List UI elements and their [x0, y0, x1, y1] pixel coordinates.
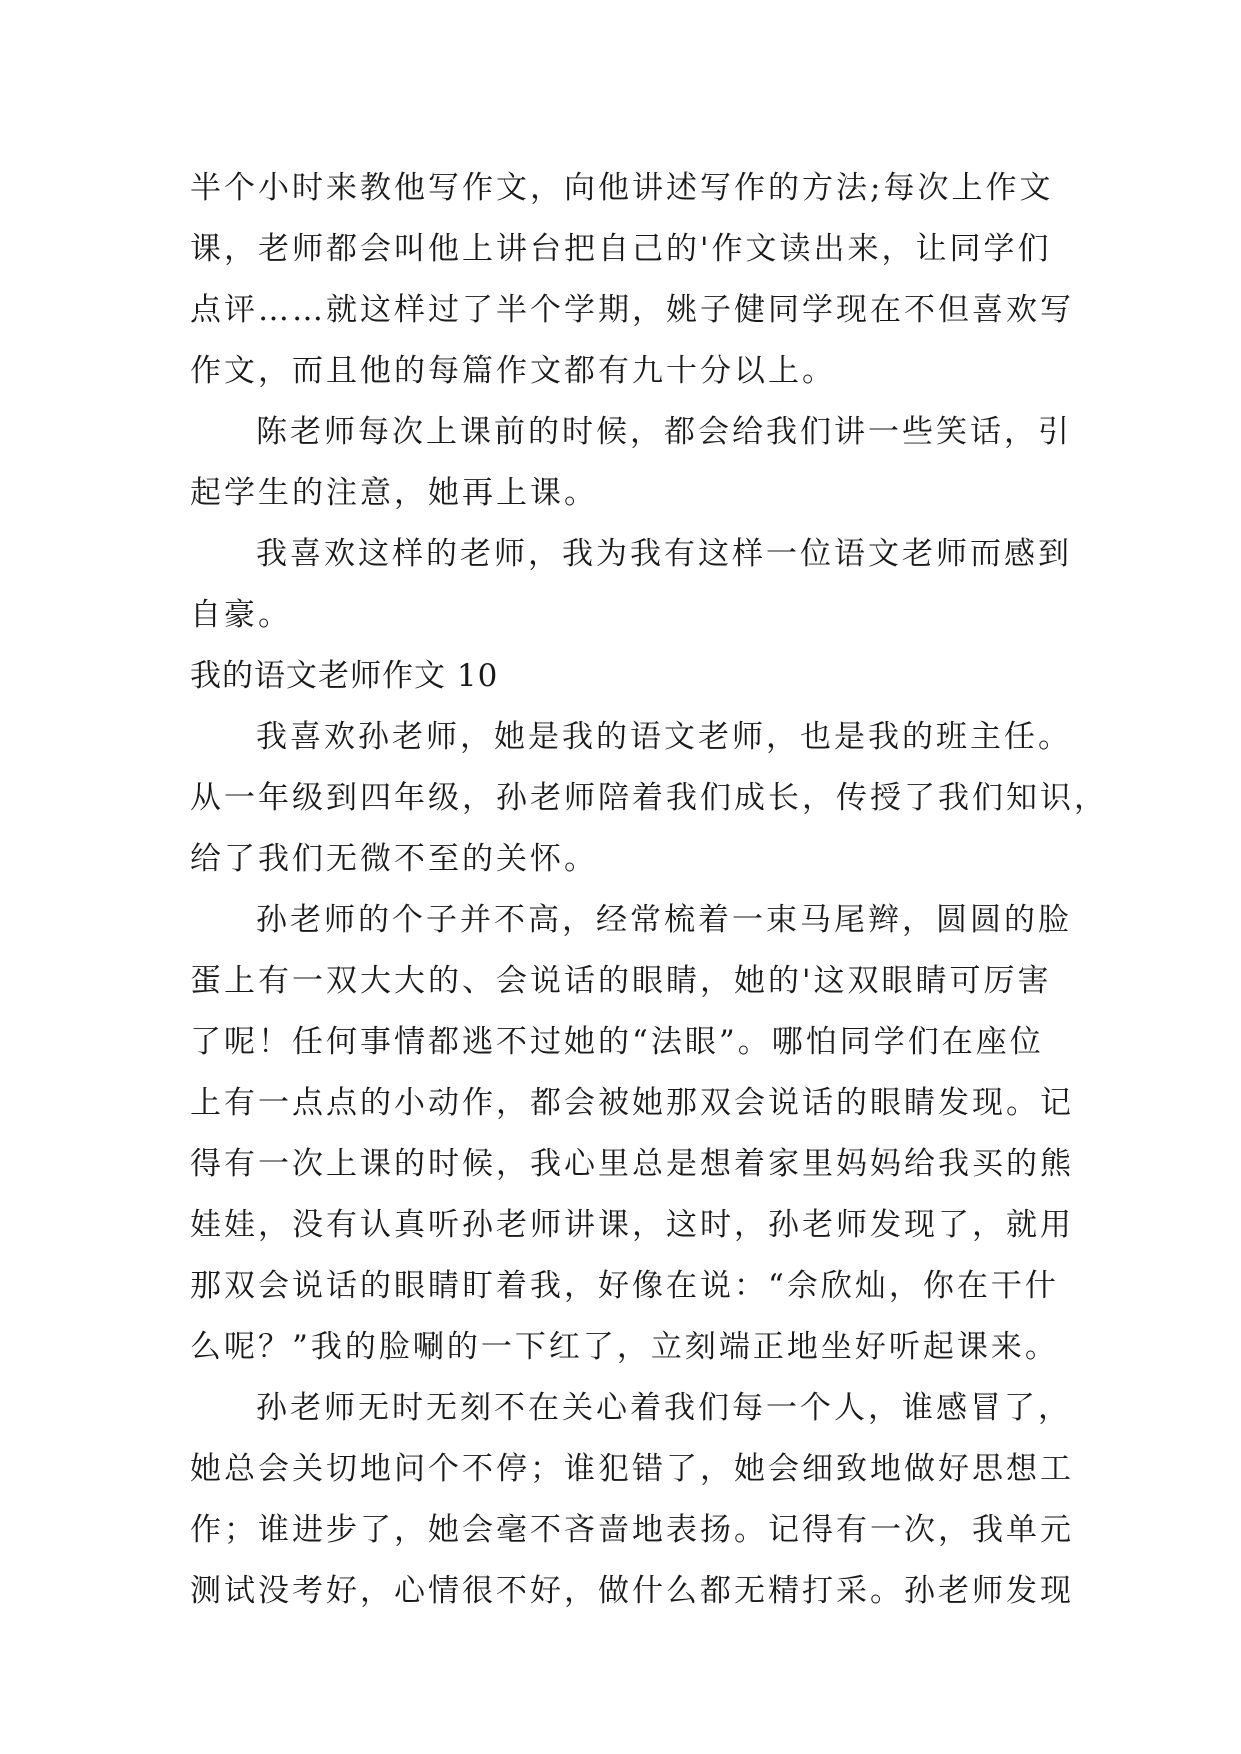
text-line: 作；谁进步了，她会毫不吝啬地表扬。记得有一次，我单元 [190, 1512, 1074, 1548]
text-line: 课，老师都会叫他上讲台把自己的'作文读出来，让同学们 [190, 231, 1052, 267]
text-line: 了呢！任何事情都逃不过她的“法眼”。哪怕同学们在座位 [190, 1024, 1044, 1060]
paragraph-first-line: 我喜欢孙老师，她是我的语文老师，也是我的班主任。 [256, 719, 1072, 755]
text-line: 起学生的注意，她再上课。 [190, 475, 598, 511]
paragraph-first-line: 孙老师的个子并不高，经常梳着一束马尾辫，圆圆的脸 [256, 902, 1072, 938]
text-line: 从一年级到四年级，孙老师陪着我们成长，传授了我们知识， [190, 780, 1108, 816]
text-line: 半个小时来教他写作文，向他讲述写作的方法;每次上作文 [190, 170, 1054, 206]
text-line: 测试没考好，心情很不好，做什么都无精打采。孙老师发现 [190, 1573, 1074, 1609]
text-line: 那双会说话的眼睛盯着我，好像在说：“佘欣灿，你在干什 [190, 1268, 1059, 1304]
text-line: 么呢？”我的脸唰的一下红了，立刻端正地坐好听起课来。 [190, 1329, 1059, 1365]
paragraph-first-line: 我喜欢这样的老师，我为我有这样一位语文老师而感到 [256, 536, 1072, 572]
text-line: 蛋上有一双大大的、会说话的眼睛，她的'这双眼睛可厉害 [190, 963, 1052, 999]
paragraph-first-line: 陈老师每次上课前的时候，都会给我们讲一些笑话，引 [256, 414, 1072, 450]
text-line: 点评……就这样过了半个学期，姚子健同学现在不但喜欢写 [190, 292, 1074, 328]
text-line: 自豪。 [190, 597, 292, 633]
text-line: 她总会关切地问个不停；谁犯错了，她会细致地做好思想工 [190, 1451, 1074, 1487]
text-line: 上有一点点的小动作，都会被她那双会说话的眼睛发现。记 [190, 1085, 1074, 1121]
text-line: 娃娃，没有认真听孙老师讲课，这时，孙老师发现了，就用 [190, 1207, 1074, 1243]
text-line: 给了我们无微不至的关怀。 [190, 841, 598, 877]
document-body [190, 158, 1108, 1622]
section-heading: 我的语文老师作文 10 [190, 658, 499, 694]
paragraph-first-line: 孙老师无时无刻不在关心着我们每一个人，谁感冒了， [256, 1390, 1072, 1426]
text-line: 得有一次上课的时候，我心里总是想着家里妈妈给我买的熊 [190, 1146, 1074, 1182]
text-line: 作文，而且他的每篇作文都有九十分以上。 [190, 353, 836, 389]
